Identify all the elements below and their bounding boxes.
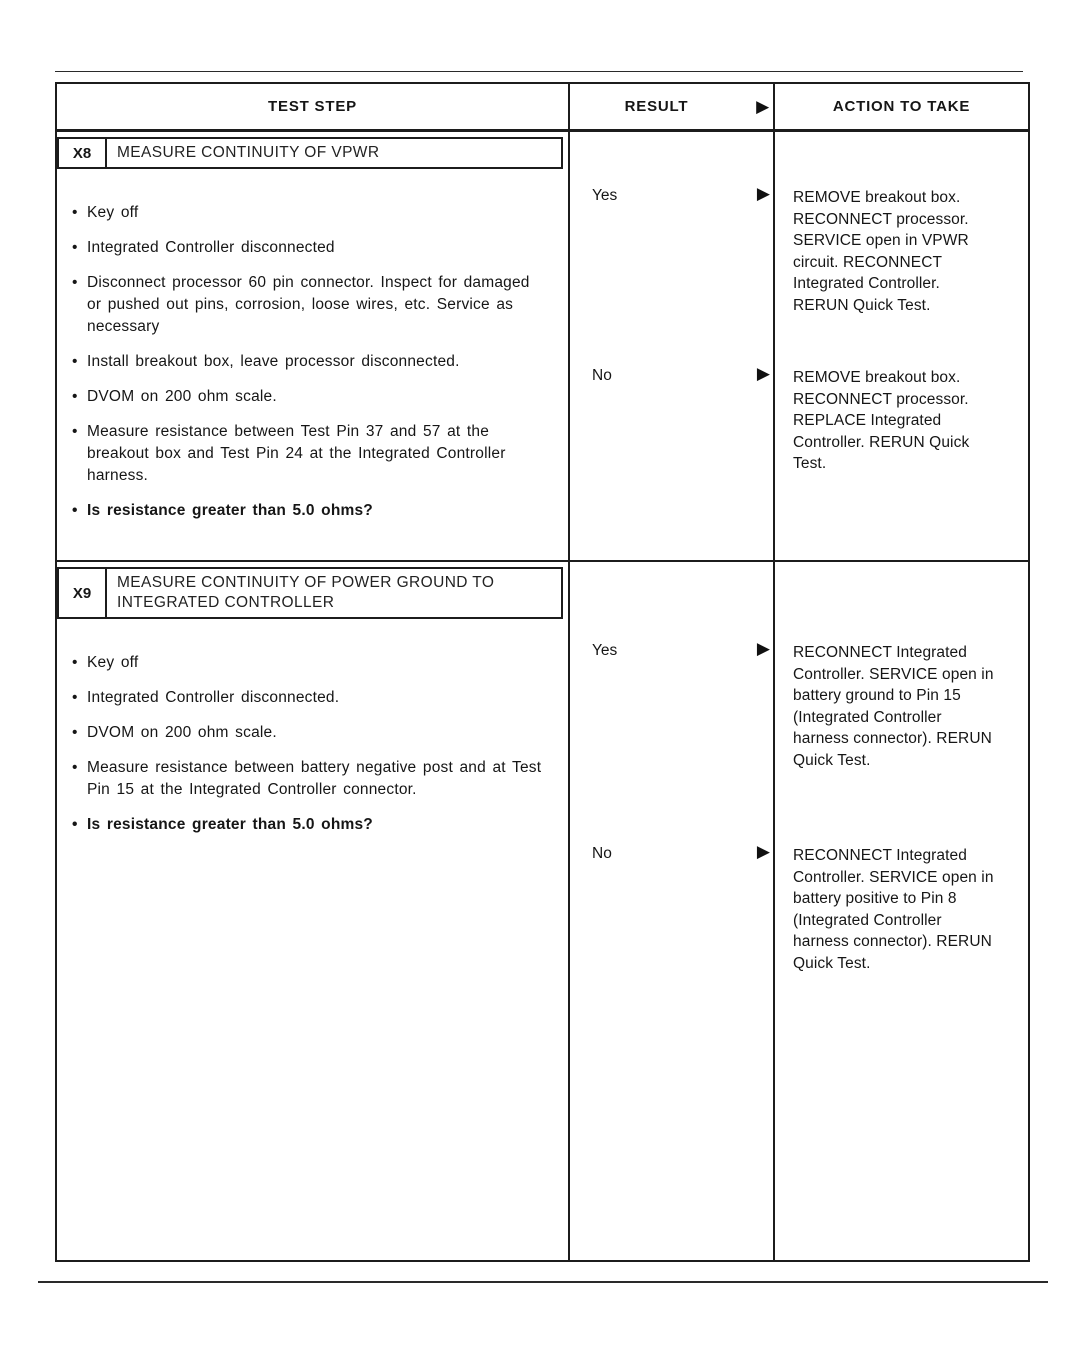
- arrow-icon: ▶: [756, 364, 770, 384]
- test-step-item: • Key off: [87, 652, 549, 674]
- action-cell-x9: [775, 562, 1028, 1260]
- arrow-icon: ▶: [756, 842, 770, 862]
- action-text-no: RECONNECT Integrated Controller. SERVICE open in battery positive to Pin 8 (Integrated Controller harness connector). RERUN Quick Test.: [793, 847, 994, 972]
- step-header-x8: [57, 137, 563, 169]
- test-section-x9: [57, 562, 1028, 1260]
- result-row-yes: [592, 639, 773, 660]
- result-no-label: No: [592, 845, 612, 862]
- arrow-icon: ▶: [756, 184, 770, 204]
- test-step-cell-x9: [57, 562, 570, 1260]
- test-step-cell-x8: [57, 132, 570, 560]
- result-row-yes: [592, 184, 773, 205]
- step-id: X9: [59, 569, 107, 617]
- test-step-item: • Integrated Controller disconnected: [87, 237, 549, 259]
- test-step-item: • Key off: [87, 202, 549, 224]
- test-step-list-x9: [87, 652, 549, 836]
- test-step-item: • Disconnect processor 60 pin connector. Inspect for damaged or pushed out pins, corrosion, loose wires, etc. Service as necessary: [87, 272, 549, 338]
- result-row-no: [592, 842, 773, 863]
- test-step-item: • DVOM on 200 ohm scale.: [87, 722, 549, 744]
- col-header-result-label: RESULT: [624, 98, 689, 115]
- col-header-test-step: TEST STEP: [57, 84, 570, 129]
- top-rule: [55, 71, 1023, 72]
- arrow-icon: ▶: [756, 639, 770, 659]
- result-yes-label: Yes: [592, 642, 618, 659]
- diagnostic-table: [55, 82, 1030, 1262]
- col-header-result: [570, 84, 775, 129]
- result-cell-x9: [570, 562, 775, 1260]
- test-step-item: • Measure resistance between battery negative post and at Test Pin 15 at the Integrated Controller connector.: [87, 757, 549, 801]
- test-section-x8: [57, 132, 1028, 562]
- test-step-item: • DVOM on 200 ohm scale.: [87, 386, 549, 408]
- bottom-rule: [38, 1281, 1048, 1283]
- test-step-item: • Measure resistance between Test Pin 37 and 57 at the breakout box and Test Pin 24 at the Integrated Controller harness.: [87, 421, 549, 487]
- result-no-label: No: [592, 367, 612, 384]
- result-row-no: [592, 364, 773, 385]
- col-header-action: ACTION TO TAKE: [832, 98, 971, 115]
- result-yes-label: Yes: [592, 187, 618, 204]
- step-title: MEASURE CONTINUITY OF POWER GROUND TO INTEGRATED CONTROLLER: [117, 574, 495, 611]
- result-cell-x8: [570, 132, 775, 560]
- table-header-row: [57, 84, 1028, 132]
- action-text-yes: RECONNECT Integrated Controller. SERVICE open in battery ground to Pin 15 (Integrated Controller harness connector). RERUN Quick Test.: [793, 644, 994, 769]
- step-title: MEASURE CONTINUITY OF VPWR: [117, 144, 380, 161]
- arrow-icon: ▶: [756, 97, 770, 117]
- step-id: X8: [59, 139, 107, 167]
- action-text-no: REMOVE breakout box. RECONNECT processor. REPLACE Integrated Controller. RERUN Quick Test.: [793, 369, 970, 472]
- test-step-item: • Integrated Controller disconnected.: [87, 687, 549, 709]
- test-step-item: • Install breakout box, leave processor disconnected.: [87, 351, 549, 373]
- test-question: • Is resistance greater than 5.0 ohms?: [87, 500, 549, 522]
- step-header-x9: [57, 567, 563, 619]
- action-cell-x8: [775, 132, 1028, 560]
- action-text-yes: REMOVE breakout box. RECONNECT processor. SERVICE open in VPWR circuit. RECONNECT Integrated Controller. RERUN Quick Test.: [793, 189, 969, 314]
- test-question: • Is resistance greater than 5.0 ohms?: [87, 814, 549, 836]
- test-step-list-x8: [87, 202, 549, 522]
